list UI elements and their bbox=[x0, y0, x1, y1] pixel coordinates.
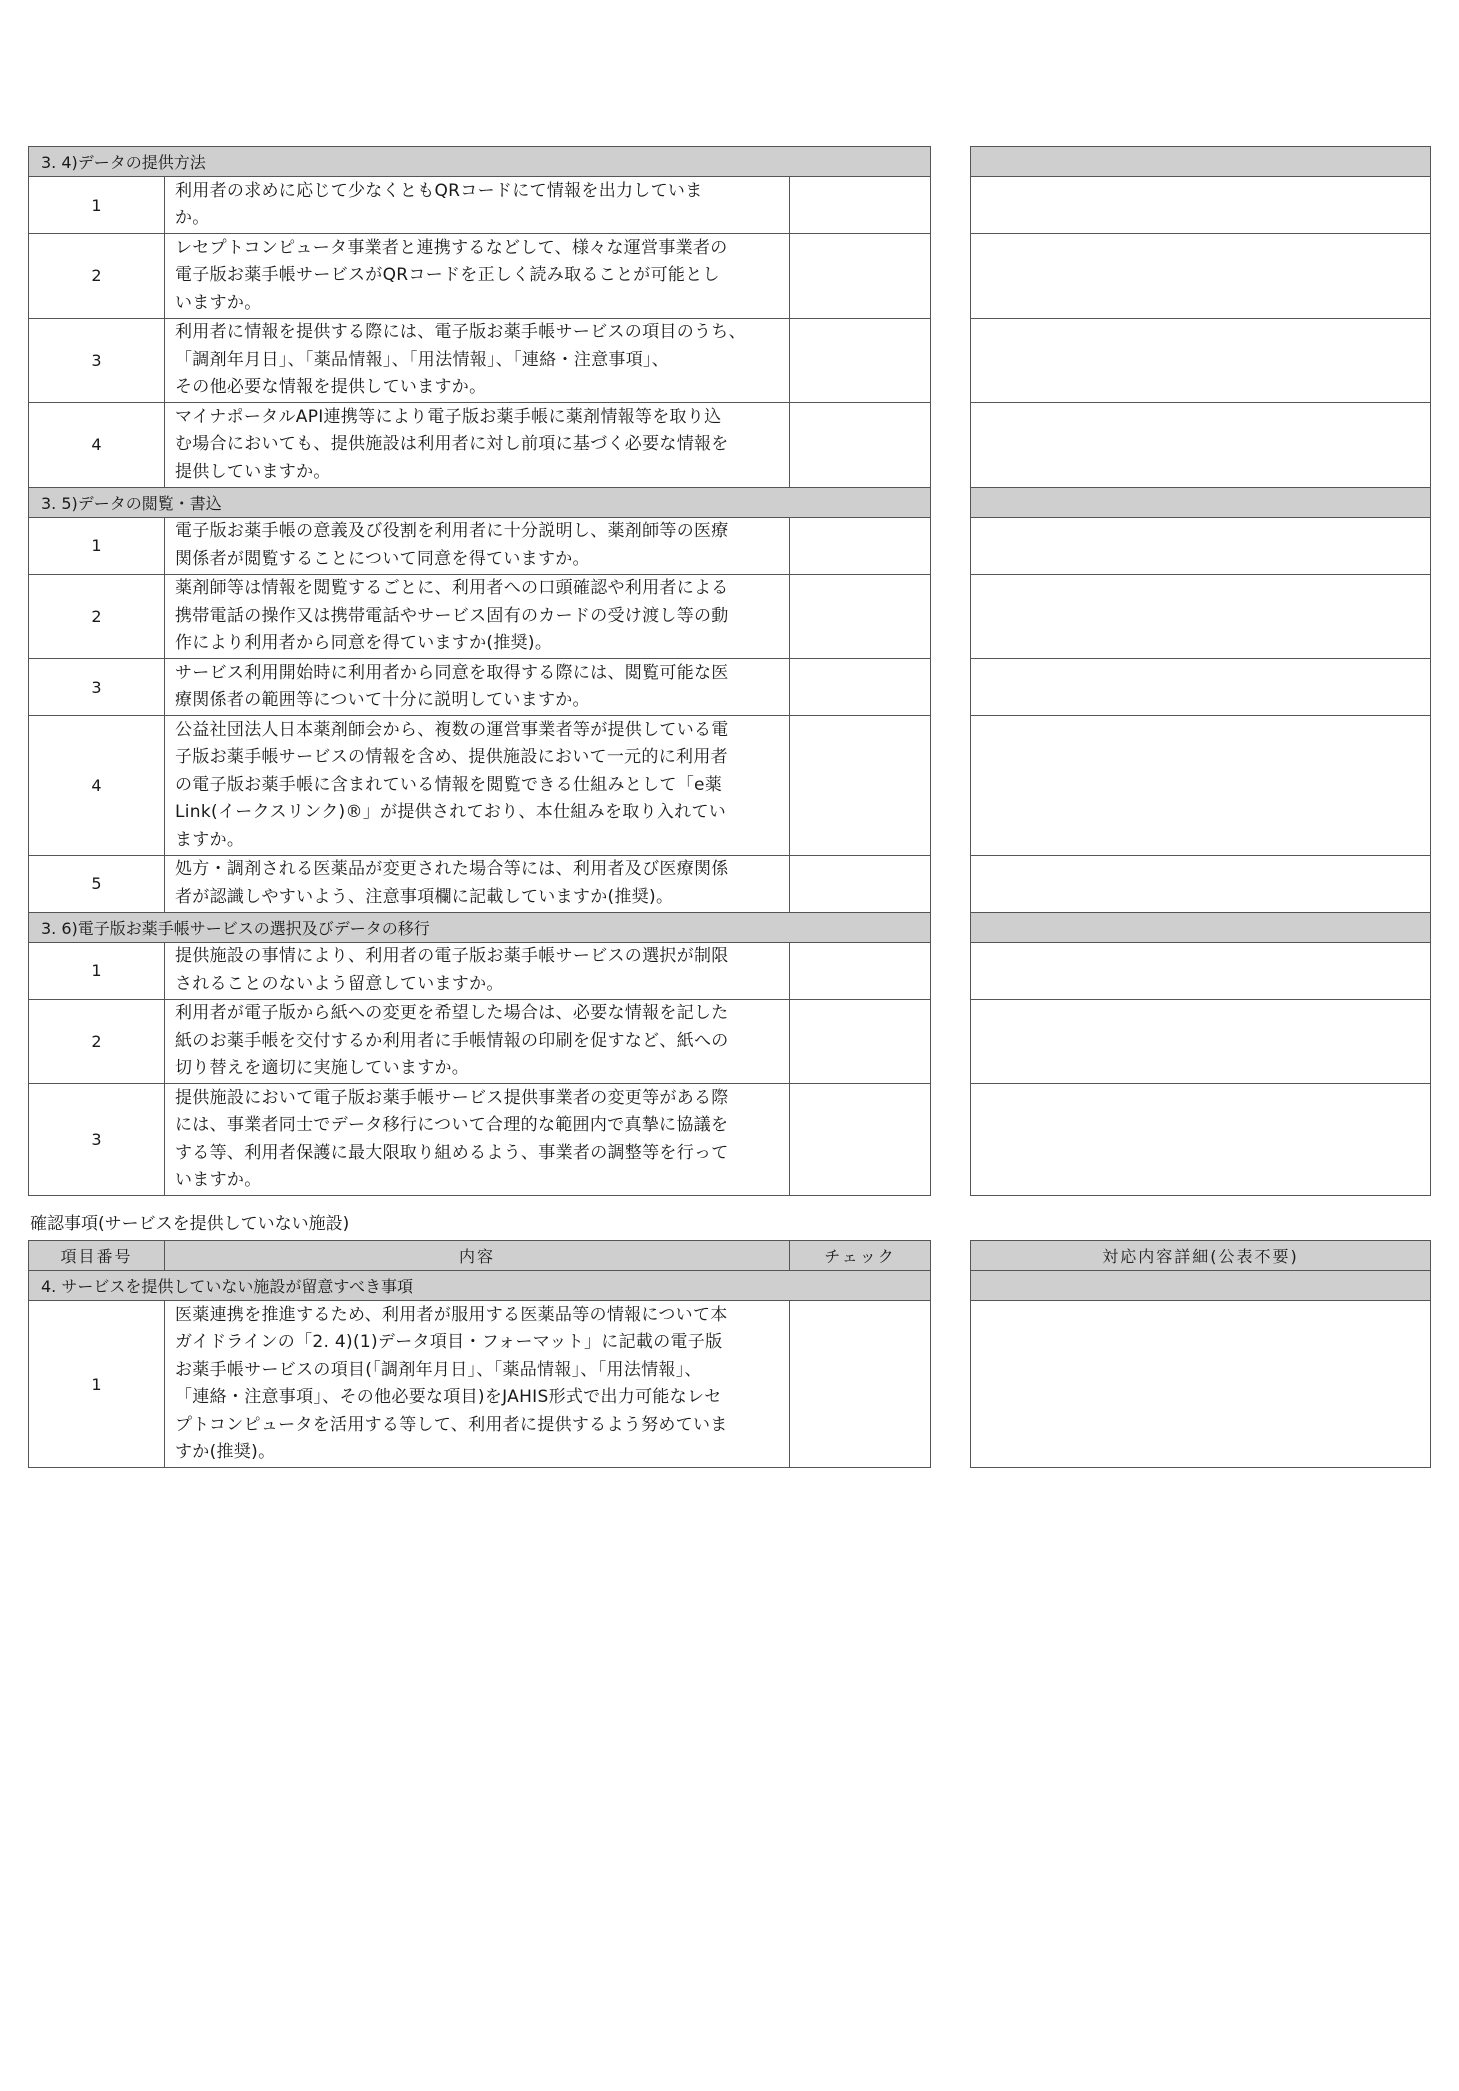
table-row bbox=[29, 403, 931, 488]
section-header-row bbox=[971, 147, 1431, 177]
content-line: 関係者が閲覧することについて同意を得ていますか。 bbox=[175, 548, 590, 569]
header-detail: 対応内容詳細(公表不要) bbox=[971, 1241, 1431, 1271]
check-cell[interactable] bbox=[790, 234, 931, 319]
content-line: 処方・調剤される医薬品が変更された場合等には、利用者及び医療関係 bbox=[175, 859, 729, 879]
detail-cell[interactable] bbox=[971, 517, 1431, 574]
detail-cell[interactable] bbox=[971, 177, 1431, 234]
content-line: 利用者の求めに応じて少なくともQRコードにて情報を出力していま bbox=[175, 180, 703, 201]
table-row bbox=[971, 855, 1431, 912]
item-number: 5 bbox=[29, 855, 165, 912]
section-title: 3. 6)電子版お薬手帳サービスの選択及びデータの移行 bbox=[29, 912, 931, 942]
content-line: 提供していますか。 bbox=[175, 461, 331, 482]
check-cell[interactable] bbox=[790, 855, 931, 912]
item-number: 4 bbox=[29, 716, 165, 856]
item-content bbox=[165, 999, 790, 1084]
section-header-row bbox=[29, 912, 931, 942]
section-header-blank bbox=[971, 147, 1431, 177]
table-row bbox=[971, 1301, 1431, 1468]
table-row bbox=[29, 234, 931, 319]
detail-cell[interactable] bbox=[971, 574, 1431, 659]
table-row bbox=[971, 716, 1431, 856]
table-row bbox=[29, 659, 931, 716]
table-row bbox=[971, 517, 1431, 574]
content-line: か。 bbox=[175, 208, 210, 228]
content-line: 電子版お薬手帳の意義及び役割を利用者に十分説明し、薬剤師等の医療 bbox=[175, 521, 729, 541]
content-line: 提供施設において電子版お薬手帳サービス提供事業者の変更等がある際 bbox=[175, 1087, 729, 1108]
check-cell[interactable] bbox=[790, 517, 931, 574]
check-cell[interactable] bbox=[790, 574, 931, 659]
content-line: 利用者が電子版から紙への変更を希望した場合は、必要な情報を記した bbox=[175, 1003, 729, 1023]
check-cell[interactable] bbox=[790, 659, 931, 716]
content-line: いますか。 bbox=[175, 1170, 262, 1190]
content-line: ガイドラインの「2. 4)(1)データ項目・フォーマット」に記載の電子版 bbox=[175, 1332, 723, 1352]
detail-cell[interactable] bbox=[971, 403, 1431, 488]
check-cell[interactable] bbox=[790, 403, 931, 488]
check-cell[interactable] bbox=[790, 177, 931, 234]
section-header-row bbox=[971, 487, 1431, 517]
detail-cell[interactable] bbox=[971, 1084, 1431, 1196]
checklist-table bbox=[28, 146, 931, 1196]
table-row bbox=[971, 1084, 1431, 1196]
table-row bbox=[971, 403, 1431, 488]
detail-cell[interactable] bbox=[971, 942, 1431, 999]
table-row bbox=[971, 318, 1431, 403]
content-line: その他必要な情報を提供していますか。 bbox=[175, 377, 487, 397]
content-line: 薬剤師等は情報を閲覧するごとに、利用者への口頭確認や利用者による bbox=[175, 578, 729, 598]
check-cell[interactable] bbox=[790, 1301, 931, 1468]
table-row bbox=[971, 234, 1431, 319]
content-line: お薬手帳サービスの項目(「調剤年月日」、「薬品情報」、「用法情報」、 bbox=[175, 1359, 702, 1380]
item-number: 2 bbox=[29, 574, 165, 659]
section-header-blank bbox=[971, 487, 1431, 517]
content-line: 子版お薬手帳サービスの情報を含め、提供施設において一元的に利用者 bbox=[175, 747, 728, 767]
section-title: 3. 4)データの提供方法 bbox=[29, 147, 931, 177]
table-row bbox=[971, 177, 1431, 234]
content-line: サービス利用開始時に利用者から同意を取得する際には、閲覧可能な医 bbox=[175, 662, 729, 683]
check-cell[interactable] bbox=[790, 318, 931, 403]
detail-table bbox=[970, 146, 1431, 1196]
item-content bbox=[165, 574, 790, 659]
item-number: 4 bbox=[29, 403, 165, 488]
content-line: Link(イークスリンク)®」が提供されており、本仕組みを取り入れてい bbox=[175, 802, 727, 822]
table-row bbox=[971, 659, 1431, 716]
table-row bbox=[971, 942, 1431, 999]
section-header-blank bbox=[971, 912, 1431, 942]
detail-cell[interactable] bbox=[971, 234, 1431, 319]
item-content bbox=[165, 942, 790, 999]
check-cell[interactable] bbox=[790, 942, 931, 999]
item-number: 1 bbox=[29, 1301, 165, 1468]
content-line: む場合においても、提供施設は利用者に対し前項に基づく必要な情報を bbox=[175, 434, 729, 454]
table-row bbox=[29, 574, 931, 659]
item-number: 2 bbox=[29, 999, 165, 1084]
content-line: 提供施設の事情により、利用者の電子版お薬手帳サービスの選択が制限 bbox=[175, 946, 729, 966]
section-header-row bbox=[29, 1271, 931, 1301]
section-header-row bbox=[971, 912, 1431, 942]
non-provider-detail-table bbox=[970, 1240, 1431, 1468]
item-content bbox=[165, 659, 790, 716]
content-line: レセプトコンピュータ事業者と連携するなどして、様々な運営事業者の bbox=[175, 237, 728, 258]
section-header-row bbox=[971, 1271, 1431, 1301]
content-line: プトコンピュータを活用する等して、利用者に提供するよう努めていま bbox=[175, 1414, 728, 1435]
content-line: する等、利用者保護に最大限取り組めるよう、事業者の調整等を行って bbox=[175, 1142, 729, 1163]
section-title: 3. 5)データの閲覧・書込 bbox=[29, 487, 931, 517]
header-item-no: 項目番号 bbox=[29, 1241, 165, 1271]
item-content bbox=[165, 234, 790, 319]
section-title: 4. サービスを提供していない施設が留意すべき事項 bbox=[29, 1271, 931, 1301]
content-line: 「連絡・注意事項」、その他必要な項目)をJAHIS形式で出力可能なレセ bbox=[175, 1387, 722, 1407]
section-header-row bbox=[29, 147, 931, 177]
content-line: 切り替えを適切に実施していますか。 bbox=[175, 1058, 470, 1078]
item-content bbox=[165, 517, 790, 574]
item-number: 2 bbox=[29, 234, 165, 319]
table-header-row bbox=[29, 1241, 931, 1271]
content-line: 携帯電話の操作又は携帯電話やサービス固有のカードの受け渡し等の動 bbox=[175, 605, 729, 626]
check-cell[interactable] bbox=[790, 716, 931, 856]
content-line: 作により利用者から同意を得ていますか(推奨)。 bbox=[175, 633, 553, 653]
item-number: 3 bbox=[29, 1084, 165, 1196]
table-row bbox=[971, 999, 1431, 1084]
check-cell[interactable] bbox=[790, 999, 931, 1084]
item-content bbox=[165, 855, 790, 912]
content-line: には、事業者同士でデータ移行について合理的な範囲内で真摯に協議を bbox=[175, 1115, 729, 1135]
non-provider-checklist-table bbox=[28, 1240, 931, 1468]
content-line: 医薬連携を推進するため、利用者が服用する医薬品等の情報について本 bbox=[175, 1304, 728, 1325]
content-line: 者が認識しやすいよう、注意事項欄に記載していますか(推奨)。 bbox=[175, 886, 674, 907]
content-line: 療関係者の範囲等について十分に説明していますか。 bbox=[175, 690, 590, 710]
content-line: いますか。 bbox=[175, 292, 262, 313]
content-line: 電子版お薬手帳サービスがQRコードを正しく読み取ることが可能とし bbox=[175, 265, 720, 285]
content-line: マイナポータルAPI連携等により電子版お薬手帳に薬剤情報等を取り込 bbox=[175, 406, 722, 427]
header-check: チェック bbox=[790, 1241, 931, 1271]
table-row bbox=[29, 1301, 931, 1468]
detail-cell[interactable] bbox=[971, 855, 1431, 912]
section-header-blank bbox=[971, 1271, 1431, 1301]
content-line: 紙のお薬手帳を交付するか利用者に手帳情報の印刷を促すなど、紙への bbox=[175, 1030, 729, 1051]
header-content: 内容 bbox=[165, 1241, 790, 1271]
item-content bbox=[165, 318, 790, 403]
item-number: 3 bbox=[29, 659, 165, 716]
detail-cell[interactable] bbox=[971, 716, 1431, 856]
section-header-row bbox=[29, 487, 931, 517]
table-row bbox=[29, 942, 931, 999]
table-row bbox=[29, 855, 931, 912]
content-line: 利用者に情報を提供する際には、電子版お薬手帳サービスの項目のうち、 bbox=[175, 322, 746, 342]
content-line: されることのないよう留意していますか。 bbox=[175, 973, 504, 994]
table-row bbox=[29, 716, 931, 856]
content-line: ますか。 bbox=[175, 829, 245, 850]
item-content bbox=[165, 177, 790, 234]
table-header-row bbox=[971, 1241, 1431, 1271]
content-line: すか(推奨)。 bbox=[175, 1442, 276, 1462]
detail-cell[interactable] bbox=[971, 318, 1431, 403]
check-cell[interactable] bbox=[790, 1084, 931, 1196]
item-number: 1 bbox=[29, 942, 165, 999]
item-content bbox=[165, 1084, 790, 1196]
detail-cell[interactable] bbox=[971, 1301, 1431, 1468]
item-content bbox=[165, 403, 790, 488]
item-number: 3 bbox=[29, 318, 165, 403]
table-row bbox=[29, 517, 931, 574]
item-content bbox=[165, 1301, 790, 1468]
table-row bbox=[971, 574, 1431, 659]
section-caption: 確認事項(サービスを提供していない施設) bbox=[30, 1214, 350, 1234]
table-row bbox=[29, 999, 931, 1084]
table-row bbox=[29, 1084, 931, 1196]
table-row bbox=[29, 177, 931, 234]
detail-cell[interactable] bbox=[971, 659, 1431, 716]
item-number: 1 bbox=[29, 177, 165, 234]
table-row bbox=[29, 318, 931, 403]
item-content bbox=[165, 716, 790, 856]
content-line: の電子版お薬手帳に含まれている情報を閲覧できる仕組みとして「e薬 bbox=[175, 774, 723, 795]
item-number: 1 bbox=[29, 517, 165, 574]
content-line: 「調剤年月日」、「薬品情報」、「用法情報」、「連絡・注意事項」、 bbox=[175, 349, 670, 370]
content-line: 公益社団法人日本薬剤師会から、複数の運営事業者等が提供している電 bbox=[175, 719, 729, 740]
detail-cell[interactable] bbox=[971, 999, 1431, 1084]
